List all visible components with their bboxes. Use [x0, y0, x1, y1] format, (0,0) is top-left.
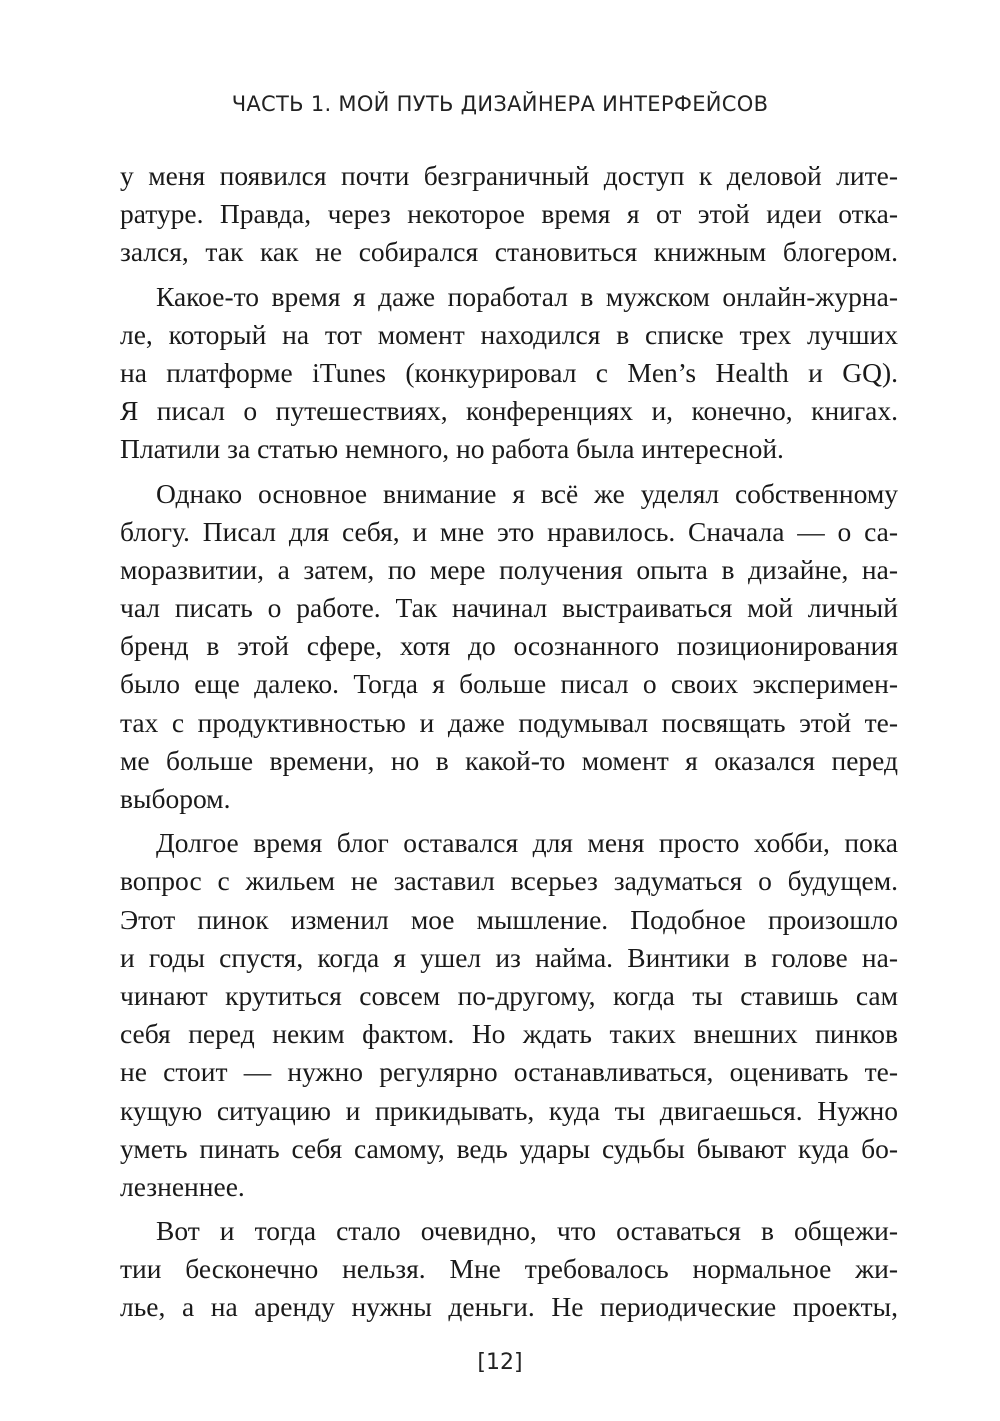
text-line: тах с продуктивностью и даже подумывал посвящать этой те-: [120, 706, 898, 738]
text-line: зался, так как не собирался становиться книжным блогером.: [120, 236, 898, 268]
text-line: чинают крутиться совсем по-другому, когда ты ставишь сам: [120, 979, 898, 1011]
paragraph: [120, 1212, 898, 1327]
text-line: Этот пинок изменил мое мышление. Подобное произошло: [120, 903, 898, 935]
text-line: кущую ситуацию и прикидывать, куда ты двигаешься. Нужно: [120, 1094, 898, 1126]
text-line: лье, а на аренду нужны деньги. Не периодические проекты,: [120, 1291, 898, 1323]
running-head: ЧАСТЬ 1. МОЙ ПУТЬ ДИЗАЙНЕРА ИНТЕРФЕЙСОВ: [231, 92, 769, 116]
text-line: Платили за статью немного, но работа была интересной.: [120, 433, 784, 465]
text-line: Я писал о путешествиях, конференциях и, конечно, книгах.: [120, 395, 898, 427]
text-line: тии бесконечно нельзя. Мне требовалось нормальное жи-: [120, 1253, 898, 1285]
paragraph: [120, 157, 898, 272]
page-number: [12]: [477, 1350, 523, 1375]
paragraph: [120, 824, 898, 1206]
text-line: у меня появился почти безграничный доступ к деловой лите-: [120, 160, 898, 191]
text-line: не стоит — нужно регулярно останавливаться, оценивать те-: [120, 1056, 898, 1088]
text-line: моразвитии, а затем, по мере получения опыта в дизайне, на-: [120, 553, 898, 585]
text-line: уметь пинать себя самому, ведь удары судьбы бывают куда бо-: [120, 1132, 898, 1164]
text-line: Долгое время блог оставался для меня просто хобби, пока: [156, 827, 898, 859]
text-line: вопрос с жильем не заставил всерьез задуматься о будущем.: [120, 865, 898, 897]
text-line: Однако основное внимание я всё же уделял собственному: [156, 477, 898, 509]
text-line: и годы спустя, когда я ушел из найма. Винтики в голове на-: [120, 941, 898, 973]
text-line: выбором.: [120, 783, 231, 814]
body-text: [120, 157, 898, 1327]
text-line: ратуре. Правда, через некоторое время я от этой идеи отка-: [120, 198, 898, 230]
paragraph: [120, 278, 898, 469]
text-line: ме больше времени, но в какой-то момент я оказался перед: [120, 744, 898, 776]
text-line: Какое-то время я даже поработал в мужском онлайн-журна-: [156, 280, 898, 312]
text-line: Вот и тогда стало очевидно, что оставаться в общежи-: [156, 1215, 898, 1247]
text-line: бренд в этой сфере, хотя до осознанного позиционирования: [120, 630, 898, 662]
text-line: блогу. Писал для себя, и мне это нравилось. Сначала — о са-: [120, 515, 898, 547]
text-line: ле, который на тот момент находился в списке трех лучших: [120, 318, 898, 350]
text-line: было еще далеко. Тогда я больше писал о своих эксперимен-: [120, 668, 898, 700]
text-line: себя перед неким фактом. Но ждать таких внешних пинков: [120, 1018, 898, 1050]
text-line: чал писать о работе. Так начинал выстраиваться мой личный: [120, 592, 898, 624]
paragraph: [120, 475, 898, 819]
text-line: лезненнее.: [120, 1170, 245, 1202]
text-line: на платформе iTunes (конкурировал с Men’s Health и GQ).: [120, 356, 898, 388]
